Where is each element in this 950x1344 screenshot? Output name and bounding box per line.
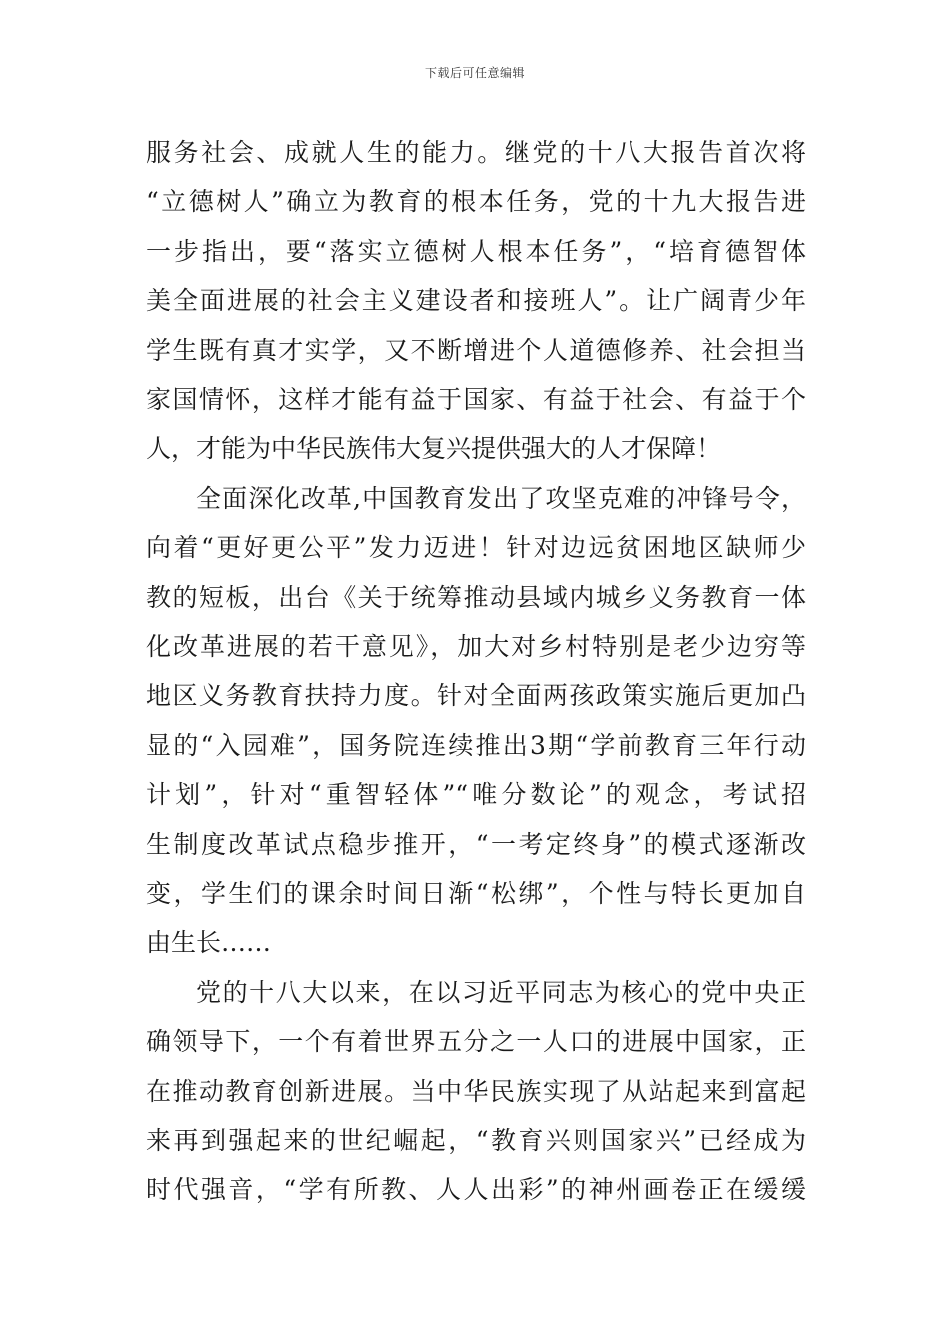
- text-line: 全面深化改革,中国教育发出了攻坚克难的冲锋号令，: [196, 484, 806, 513]
- text-line: 来再到强起来的世纪崛起，“教育兴则国家兴”已经成为: [146, 1126, 806, 1155]
- page-header: 下载后可任意编辑: [424, 66, 525, 80]
- text-line: 家国情怀，这样才能有益于国家、有益于社会、有益于个: [146, 385, 806, 414]
- text-line: 服务社会、成就人生的能力。继党的十八大报告首次将: [146, 138, 806, 167]
- text-line: “立德树人”确立为教育的根本任务，党的十九大报告进: [146, 187, 806, 216]
- text-line: 一步指出，要“落实立德树人根本任务”，“培育德智体: [146, 237, 806, 266]
- text-line: 显的“入园难”，国务院连续推出3期“学前教育三年行动: [146, 731, 806, 760]
- text-line: 教的短板，出台《关于统筹推动县域内城乡义务教育一体: [146, 583, 806, 612]
- text-line: 化改革进展的若干意见》，加大对乡村特别是老少边穷等: [146, 632, 806, 661]
- text-line: 美全面进展的社会主义建设者和接班人”。让广阔青少年: [146, 286, 806, 315]
- text-line: 人，才能为中华民族伟大复兴提供强大的人才保障！: [146, 434, 722, 463]
- text-line: 学生既有真才实学，又不断增进个人道德修养、社会担当: [146, 336, 806, 365]
- text-line: 时代强音，“学有所教、人人出彩”的神州画卷正在缓缓: [146, 1175, 806, 1204]
- text-line: 地区义务教育扶持力度。针对全面两孩政策实施后更加凸: [146, 681, 806, 710]
- text-line: 党的十八大以来，在以习近平同志为核心的党中央正: [196, 978, 806, 1007]
- text-line: 计划”，针对“重智轻体”“唯分数论”的观念，考试招: [146, 780, 806, 809]
- text-line: 由生长……: [146, 928, 272, 957]
- text-line: 向着“更好更公平”发力迈进！针对边远贫困地区缺师少: [146, 533, 806, 562]
- text-line: 变，学生们的课余时间日渐“松绑”，个性与特长更加自: [146, 879, 806, 908]
- text-line: 确领导下，一个有着世界五分之一人口的进展中国家，正: [146, 1027, 806, 1056]
- text-line: 在推动教育创新进展。当中华民族实现了从站起来到富起: [146, 1077, 806, 1106]
- text-line: 生制度改革试点稳步推开，“一考定终身”的模式逐渐改: [146, 830, 806, 859]
